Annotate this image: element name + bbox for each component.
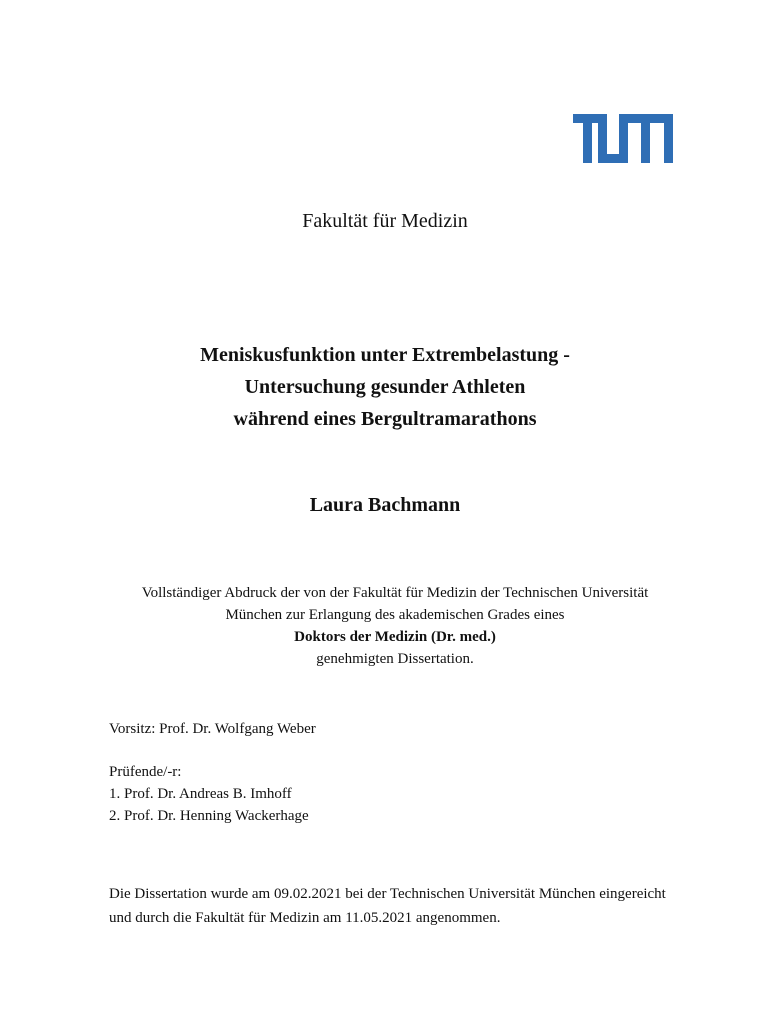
examiner-item: 2. Prof. Dr. Henning Wackerhage bbox=[109, 808, 309, 824]
examiners-heading: Prüfende/-r: bbox=[109, 764, 182, 780]
submission-note bbox=[109, 882, 729, 930]
title-line: Untersuchung gesunder Athleten bbox=[244, 376, 526, 398]
degree-statement bbox=[0, 582, 770, 670]
degree-name: Doktors der Medizin (Dr. med.) bbox=[294, 629, 496, 645]
tum-logo bbox=[573, 114, 673, 163]
statement-line: Vollständiger Abdruck der von der Fakultät für Medizin der Technischen Universität bbox=[141, 585, 649, 601]
dissertation-title bbox=[0, 339, 770, 435]
committee-chair: Vorsitz: Prof. Dr. Wolfgang Weber bbox=[109, 721, 316, 737]
examiner-item: 1. Prof. Dr. Andreas B. Imhoff bbox=[109, 786, 292, 802]
statement-line: genehmigten Dissertation. bbox=[316, 651, 474, 667]
submission-line: Die Dissertation wurde am 09.02.2021 bei der Technischen Universität München eingereicht bbox=[109, 886, 666, 902]
title-line: Meniskusfunktion unter Extrembelastung - bbox=[200, 344, 570, 366]
acceptance-line: und durch die Fakultät für Medizin am 11.05.2021 angenommen. bbox=[109, 910, 501, 926]
author-name: Laura Bachmann bbox=[309, 494, 461, 516]
statement-line: München zur Erlangung des akademischen Grades eines bbox=[225, 607, 565, 623]
faculty-name: Fakultät für Medizin bbox=[302, 210, 468, 232]
title-line: während eines Bergultramarathons bbox=[233, 408, 537, 430]
examiners-block bbox=[109, 761, 309, 827]
